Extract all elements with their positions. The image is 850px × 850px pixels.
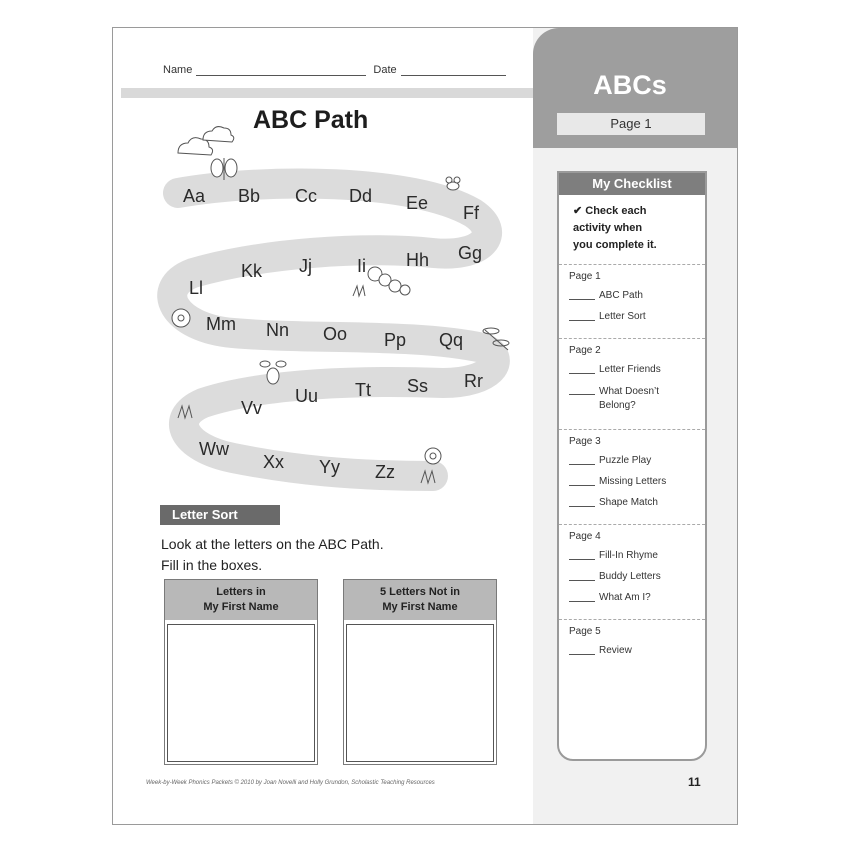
- path-letter: Uu: [295, 386, 319, 406]
- letter-sort-instructions: [161, 534, 384, 576]
- instruction-line: Look at the letters on the ABC Path.: [161, 536, 384, 552]
- bee-icon: [446, 177, 460, 190]
- path-letter: Ff: [463, 203, 479, 223]
- path-letter: Cc: [295, 186, 317, 206]
- abc-path-graphic: [113, 28, 533, 528]
- path-letter: Aa: [183, 186, 206, 206]
- check-blank[interactable]: [569, 385, 595, 395]
- check-blank[interactable]: [569, 550, 595, 560]
- checklist-item[interactable]: [569, 645, 705, 656]
- box-heading-line: Letters in: [216, 586, 266, 598]
- checklist-item[interactable]: [569, 364, 705, 375]
- checklist-item[interactable]: [569, 497, 705, 508]
- checklist-item-label: What Am I?: [599, 592, 651, 603]
- intro-line: ✔ Check each: [573, 205, 647, 217]
- box-heading: [344, 580, 496, 620]
- check-blank[interactable]: [569, 497, 595, 507]
- checklist-item[interactable]: [569, 592, 705, 603]
- path-letter: Rr: [464, 371, 483, 391]
- path-letter: Ii: [357, 256, 366, 276]
- page-title: ABC Path: [253, 106, 369, 134]
- box-heading-line: My First Name: [382, 601, 458, 613]
- checklist-page-label: Page 5: [569, 626, 601, 637]
- sidebar: [533, 28, 737, 824]
- checklist-item[interactable]: [569, 455, 705, 466]
- not-in-name-letters-area[interactable]: [346, 624, 494, 762]
- check-blank[interactable]: [569, 364, 595, 374]
- checklist-item-label: Puzzle Play: [599, 455, 652, 466]
- path-letter: Qq: [439, 330, 464, 350]
- caterpillar-icon: [368, 267, 410, 295]
- sidebar-title: ABCs: [593, 70, 667, 100]
- path-letter: Zz: [375, 462, 395, 482]
- checklist-page-label: Page 1: [569, 271, 601, 282]
- instruction-line: Fill in the boxes.: [161, 557, 263, 573]
- path-letter: Yy: [319, 457, 341, 477]
- box-heading-line: 5 Letters Not in: [379, 586, 461, 598]
- check-blank[interactable]: [569, 571, 595, 581]
- checklist-item-label: ABC Path: [599, 290, 643, 301]
- check-blank[interactable]: [569, 311, 595, 321]
- checklist-page-label: Page 2: [569, 345, 601, 356]
- checklist-group: [559, 620, 705, 672]
- checklist-intro: [559, 195, 705, 265]
- sidebar-header: [533, 28, 737, 148]
- path-letter: Jj: [299, 256, 312, 276]
- checklist-item[interactable]: [569, 550, 705, 561]
- butterfly-icon: [211, 158, 237, 180]
- path-letter: Hh: [406, 250, 430, 270]
- checklist-group: [559, 339, 705, 430]
- check-blank[interactable]: [569, 476, 595, 486]
- path-letter: Ee: [406, 193, 429, 213]
- intro-line: activity when: [573, 222, 643, 234]
- checklist-item[interactable]: [569, 571, 705, 582]
- path-letter: Pp: [384, 330, 407, 350]
- checklist-item-label: Missing Letters: [599, 476, 667, 487]
- path-letter: Ll: [189, 278, 204, 298]
- letter-sort-label: Letter Sort: [160, 505, 280, 525]
- path-letter: Nn: [266, 320, 290, 340]
- box-heading: [165, 580, 317, 620]
- page-indicator: Page 1: [557, 113, 705, 135]
- first-name-letters-area[interactable]: [167, 624, 315, 762]
- checklist-page-label: Page 4: [569, 531, 601, 542]
- footer-credit: Week-by-Week Phonics Packets © 2010 by Joan Novelli and Holly Grundon, Scholastic Teaching Resources: [146, 780, 435, 786]
- checklist-group: [559, 525, 705, 620]
- checklist-item-label: Buddy Letters: [599, 571, 661, 582]
- intro-line: you complete it.: [573, 239, 657, 251]
- path-letter: Mm: [206, 314, 236, 334]
- checklist-item-label: Letter Sort: [599, 311, 646, 322]
- checklist-item-label: Review: [599, 645, 632, 656]
- path-letter: Ss: [407, 376, 429, 396]
- checklist-group: [559, 265, 705, 339]
- checklist-item-label: Letter Friends: [599, 364, 661, 375]
- first-name-letters-box: [164, 579, 318, 765]
- path-letter: Tt: [355, 380, 371, 400]
- check-blank[interactable]: [569, 645, 595, 655]
- worksheet-page: [112, 27, 738, 825]
- checklist-group: [559, 430, 705, 525]
- path-letter: Xx: [263, 452, 285, 472]
- page-number: 11: [688, 775, 701, 789]
- check-blank[interactable]: [569, 592, 595, 602]
- name-label: Name: [163, 64, 193, 76]
- checklist-title: My Checklist: [559, 173, 705, 195]
- date-label: Date: [373, 64, 397, 76]
- check-blank[interactable]: [569, 455, 595, 465]
- checklist-item[interactable]: [569, 476, 705, 487]
- checklist-page-label: Page 3: [569, 436, 601, 447]
- checklist: [557, 171, 707, 761]
- path-letter: Dd: [349, 186, 373, 206]
- not-in-name-letters-box: [343, 579, 497, 765]
- path-letter: Vv: [241, 398, 263, 418]
- checklist-item[interactable]: [569, 290, 705, 301]
- checklist-item-label: Shape Match: [599, 497, 658, 508]
- path-letter: Gg: [458, 243, 483, 263]
- path-letter: Bb: [238, 186, 261, 206]
- path-letter: Kk: [241, 261, 263, 281]
- checklist-item-label: Fill-In Rhyme: [599, 550, 658, 561]
- checklist-item-label: What Doesn’t Belong?: [599, 386, 660, 411]
- path-letter: Ww: [199, 439, 229, 459]
- cloud-icon: [178, 127, 234, 155]
- checklist-item[interactable]: [569, 385, 705, 413]
- path-letter: Oo: [323, 324, 348, 344]
- checklist-item[interactable]: [569, 311, 705, 322]
- check-blank[interactable]: [569, 290, 595, 300]
- box-heading-line: My First Name: [203, 601, 279, 613]
